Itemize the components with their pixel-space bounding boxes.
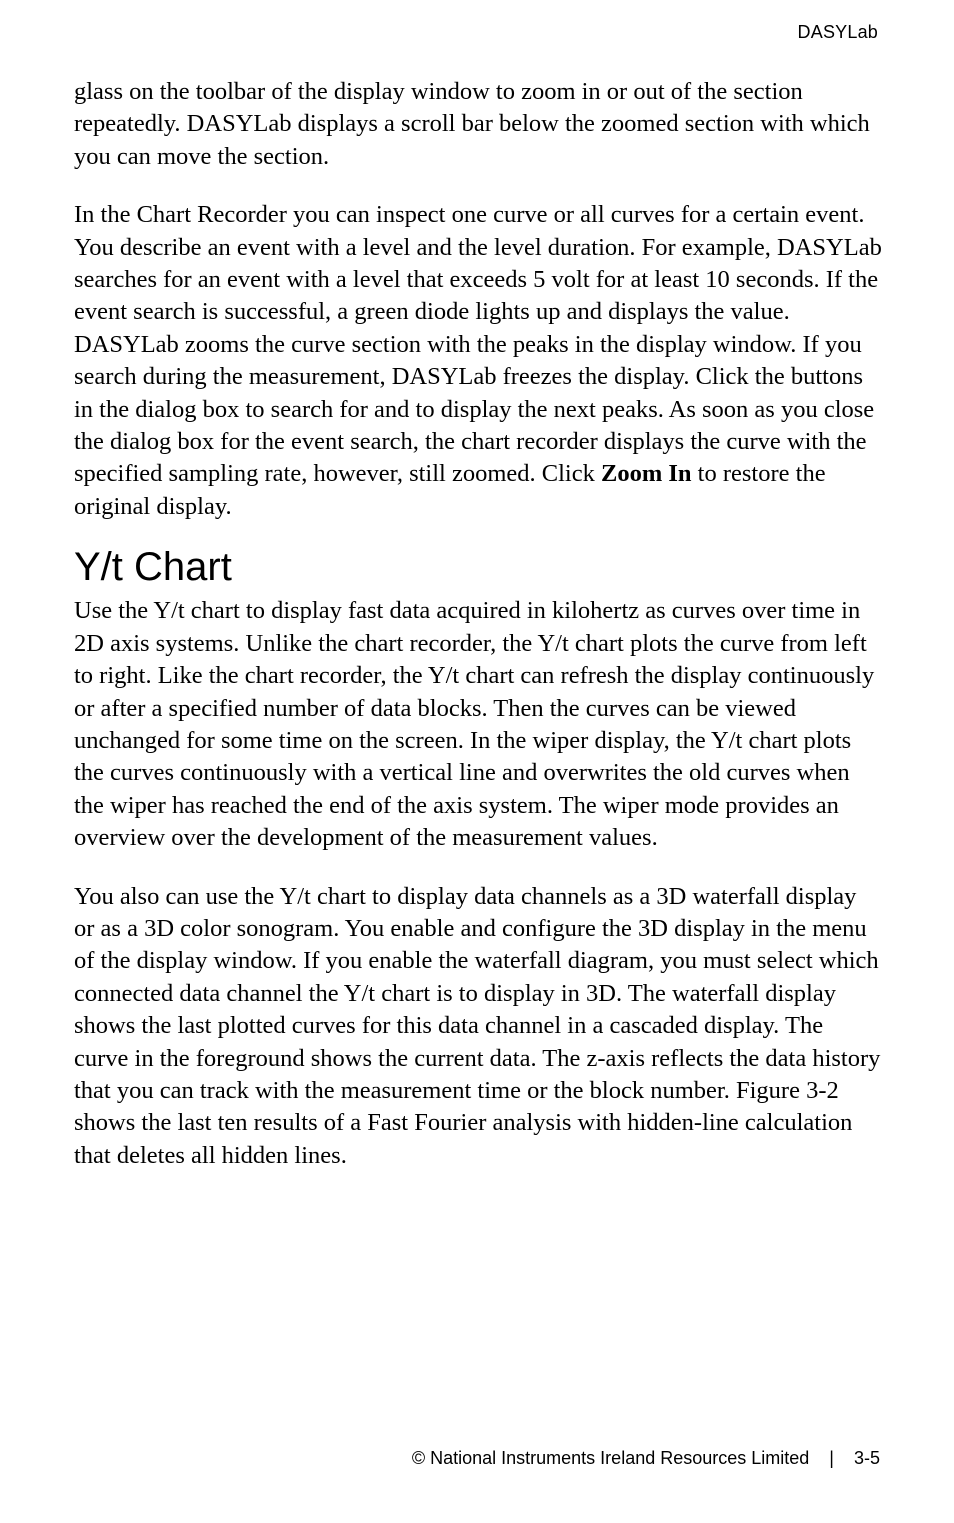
- paragraph-text: In the Chart Recorder you can inspect one curve or all curves for a certain event. You describe an event with a level and the level duration. For example, DASYLab searches for an event with a level that exceeds 5 volt for at least 10 seconds. If the event search is successful, a green diode lights up and displays the value. DASYLab zooms the curve section with the peaks in the display window. If you search during the measurement, DASYLab freezes the display. Click the buttons in the dialog box to search for and to display the next peaks. As soon as you close the dialog box for the event search, the chart recorder displays the curve with the specified sampling rate, however, still zoomed. Click: [74, 201, 882, 488]
- page-content: [74, 76, 882, 1172]
- paragraph-text: to restore the original display.: [74, 460, 826, 520]
- footer-copyright: © National Instruments Ireland Resources Limited: [411, 1448, 810, 1468]
- paragraph-zoom-glass: glass on the toolbar of the display window to zoom in or out of the section repeatedly. DASYLab displays a scroll bar below the zoomed section with which you can move the section.: [74, 78, 870, 170]
- running-header: DASYLab: [797, 22, 878, 42]
- page-number: 3-5: [853, 1448, 880, 1468]
- paragraph-yt-chart-3d: You also can use the Y/t chart to display data channels as a 3D waterfall display or as a 3D color sonogram. You enable and configure the 3D display in the menu of the display window. If you enable the waterfall diagram, you must select which connected data channel the Y/t chart is to display in 3D. The waterfall display shows the last plotted curves for this data channel in a cascaded display. The curve in the foreground shows the current data. The z-axis reflects the data history that you can track with the measurement time or the block number. Figure 3-2 shows the last ten results of a Fast Fourier analysis with hidden-line calculation that deletes all hidden lines.: [74, 882, 881, 1169]
- section-heading-yt-chart: Y/t Chart: [74, 545, 232, 590]
- footer-separator: |: [829, 1448, 834, 1468]
- paragraph-chart-recorder-event: [74, 199, 882, 523]
- page-footer: [412, 1448, 880, 1469]
- paragraph-yt-chart-intro: Use the Y/t chart to display fast data acquired in kilohertz as curves over time in 2D axis systems. Unlike the chart recorder, the Y/t chart plots the curve from left to right. Like the chart recorder, the Y/t chart can refresh the display continuously or after a specified number of data blocks. Then the curves can be viewed unchanged for some time on the screen. In the wiper display, the Y/t chart plots the curves continuously with a vertical line and overwrites the old curves when the wiper has reached the end of the axis system. The wiper mode provides an overview over the development of the measurement values.: [74, 597, 875, 852]
- zoom-in-term: Zoom In: [601, 460, 692, 488]
